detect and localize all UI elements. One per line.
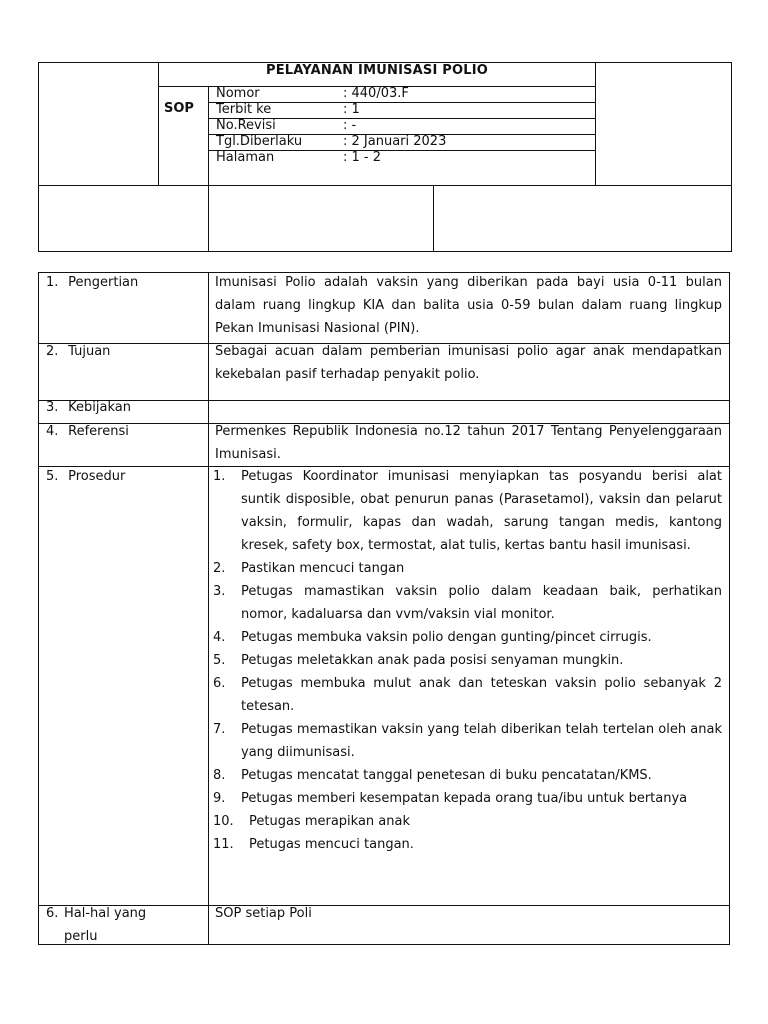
step-text: Petugas mencatat tanggal penetesan di buku pencatatan/KMS. — [241, 768, 652, 783]
label-kebijakan — [46, 396, 206, 419]
step-number: 7. — [213, 722, 226, 737]
meta-row-terbit — [208, 102, 593, 118]
logo-cell-left — [39, 63, 158, 185]
step-number: 8. — [213, 768, 226, 783]
label-hal-hal — [46, 902, 206, 948]
step-text: Petugas mamastikan vaksin polio dalam keadaan baik, perhatikan nomor, kadaluarsa dan vvm/vaksin vial monitor. — [241, 584, 722, 622]
sop-header-table — [0, 0, 768, 260]
step-number: 1. — [213, 469, 226, 484]
step-number: 11. — [213, 837, 234, 852]
meta-value: : 1 — [343, 102, 360, 117]
procedure-step — [213, 672, 722, 718]
step-text: Petugas Koordinator imunisasi menyiapkan tas posyandu berisi alat suntik disposible, obat penurun panas (Parasetamol), vaksin dan pelarut vaksin, formulir, kapas dan wadah, sarung tangan medis, kantong kresek, safety box, termostat, alat tulis, kertas bantu hasil imunisasi. — [241, 469, 722, 553]
section-number: 3. — [46, 400, 59, 415]
label-referensi — [46, 420, 206, 443]
step-number: 10. — [213, 814, 234, 829]
meta-row-revisi — [208, 118, 593, 134]
step-number: 4. — [213, 630, 226, 645]
section-label: Tujuan — [68, 344, 111, 359]
meta-key: Nomor — [216, 86, 260, 101]
step-text: Petugas mencuci tangan. — [249, 837, 414, 852]
label-pengertian — [46, 271, 206, 294]
meta-row-nomor — [208, 86, 593, 102]
procedure-list — [213, 465, 722, 856]
text-hal-hal: SOP setiap Poli — [215, 906, 312, 921]
procedure-step — [213, 557, 722, 580]
meta-key: Tgl.Diberlaku — [216, 134, 303, 149]
step-text: Petugas meletakkan anak pada posisi senyaman mungkin. — [241, 653, 624, 668]
text-tujuan: Sebagai acuan dalam pemberian imunisasi polio agar anak mendapatkan kekebalan pasif terhadap penyakit polio. — [215, 344, 722, 382]
step-number: 6. — [213, 676, 226, 691]
meta-key: Terbit ke — [216, 102, 272, 117]
meta-value: : 440/03.F — [343, 86, 409, 101]
step-text: Pastikan mencuci tangan — [241, 561, 405, 576]
procedure-step — [213, 626, 722, 649]
step-number: 3. — [213, 584, 226, 599]
section-label: Kebijakan — [68, 400, 131, 415]
step-text: Petugas membuka vaksin polio dengan gunting/pincet cirrugis. — [241, 630, 652, 645]
procedure-step — [213, 833, 722, 856]
section-number: 1. — [46, 275, 59, 290]
signature-cell-middle — [209, 186, 433, 251]
step-number: 2. — [213, 561, 226, 576]
text-referensi: Permenkes Republik Indonesia no.12 tahun 2017 Tentang Penyelenggaraan Imunisasi. — [215, 424, 722, 462]
procedure-step — [213, 465, 722, 557]
section-number: 2. — [46, 344, 59, 359]
section-number: 5. — [46, 469, 59, 484]
step-text: Petugas merapikan anak — [249, 814, 411, 829]
step-text: Petugas memastikan vaksin yang telah diberikan telah tertelan oleh anak yang diimunisasi. — [241, 722, 722, 760]
meta-key: No.Revisi — [216, 118, 276, 133]
procedure-step — [213, 787, 722, 810]
meta-block — [208, 86, 596, 186]
section-label: Referensi — [68, 424, 129, 439]
logo-cell-right — [596, 63, 731, 185]
sop-label: SOP — [164, 101, 194, 116]
procedure-step — [213, 810, 722, 833]
section-label: Hal-hal yang perlu — [64, 906, 147, 944]
step-number: 9. — [213, 791, 226, 806]
label-prosedur — [46, 465, 206, 488]
meta-value: : 2 Januari 2023 — [343, 134, 447, 149]
document-title: PELAYANAN IMUNISASI POLIO — [265, 63, 489, 78]
procedure-step — [213, 718, 722, 764]
signature-cell-right — [434, 186, 731, 251]
step-text: Petugas memberi kesempatan kepada orang tua/ibu untuk bertanya — [241, 791, 688, 806]
procedure-step — [213, 649, 722, 672]
label-tujuan — [46, 340, 206, 363]
procedure-step — [213, 580, 722, 626]
section-number: 4. — [46, 424, 59, 439]
section-label: Prosedur — [68, 469, 126, 484]
section-number: 6. — [46, 906, 59, 921]
meta-value: : 1 - 2 — [343, 150, 382, 165]
signature-cell-left — [39, 186, 208, 251]
meta-key: Halaman — [216, 150, 275, 165]
step-number: 5. — [213, 653, 226, 668]
meta-row-halaman — [208, 150, 593, 166]
step-text: Petugas membuka mulut anak dan teteskan vaksin polio sebanyak 2 tetesan. — [241, 676, 722, 714]
procedure-step — [213, 764, 722, 787]
meta-row-tanggal — [208, 134, 593, 150]
section-label: Pengertian — [68, 275, 139, 290]
meta-value: : - — [343, 118, 357, 133]
text-pengertian: Imunisasi Polio adalah vaksin yang diberikan pada bayi usia 0-11 bulan dalam ruang lingkup KIA dan balita usia 0-59 bulan dalam ruang lingkup Pekan Imunisasi Nasional (PIN). — [215, 275, 722, 336]
